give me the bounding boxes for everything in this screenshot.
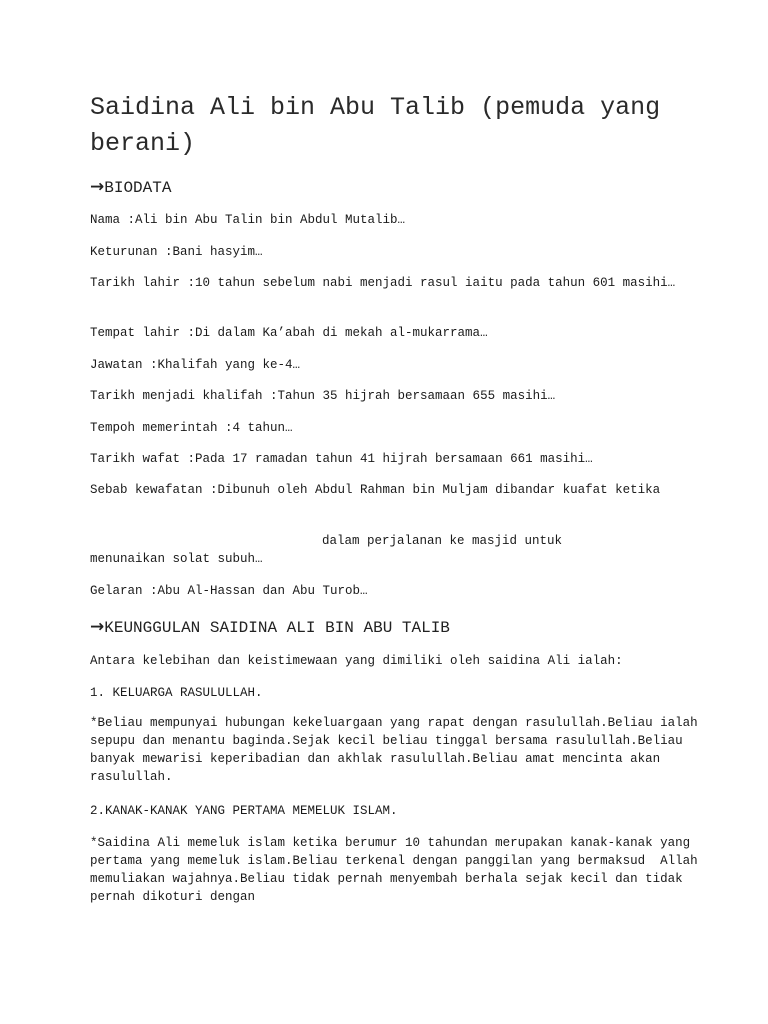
point2-body: *Saidina Ali memeluk islam ketika berumur 10 tahundan merupakan kanak-kanak yang pertama yang memeluk islam.Beliau terkenal dengan panggilan yang bermaksud Allah memuliakan wajahnya.Beliau tidak pernah menyembah berhala sejak kecil dan tidak pernah dikoturi dengan [90,836,706,904]
biodata-tempoh: Tempoh memerintah :4 tahun… [90,421,293,435]
biodata-jawatan: Jawatan :Khalifah yang ke-4… [90,358,301,372]
point1-body: *Beliau mempunyai hubungan kekeluargaan yang rapat dengan rasulullah.Beliau ialah sepupu dan menantu baginda.Sejak kecil beliau tinggal bersama rasulullah.Beliau banyak mewarisi keperibadian dan akhlak rasulullah.Beliau amat mencinta akan rasulullah. [90,716,706,784]
biodata-tarikh-wafat: Tarikh wafat :Pada 17 ramadan tahun 41 hijrah bersamaan 661 masihi… [90,452,593,466]
document-title: Saidina Ali bin Abu Talib (pemuda yang berani) [90,93,661,158]
biodata-tempat-lahir: Tempat lahir :Di dalam Ka’abah di mekah al-mukarrama… [90,326,488,340]
biodata-heading-text: BIODATA [104,179,172,197]
point1-title: 1. KELUARGA RASULULLAH. [90,686,263,700]
keunggulan-heading [90,617,450,638]
biodata-sebab-kewafatan-cont: dalam perjalanan ke masjid untuk [322,534,563,548]
biodata-gelaran: Gelaran :Abu Al-Hassan dan Abu Turob… [90,584,368,598]
biodata-tarikh-lahir: Tarikh lahir :10 tahun sebelum nabi menjadi rasul iaitu pada tahun 601 masihi… [90,276,676,290]
biodata-sebab-kewafatan-end: menunaikan solat subuh… [90,552,263,566]
keunggulan-heading-text: KEUNGGULAN SAIDINA ALI BIN ABU TALIB [104,619,450,637]
arrow-right-icon: → [90,617,105,637]
biodata-nama: Nama :Ali bin Abu Talin bin Abdul Mutalib… [90,213,406,227]
biodata-sebab-kewafatan: Sebab kewafatan :Dibunuh oleh Abdul Rahman bin Muljam dibandar kuafat ketika [90,483,661,497]
arrow-right-icon: → [90,177,105,197]
biodata-heading [90,177,171,198]
biodata-keturunan: Keturunan :Bani hasyim… [90,245,263,259]
point2-title: 2.KANAK-KANAK YANG PERTAMA MEMELUK ISLAM. [90,804,398,818]
keunggulan-intro: Antara kelebihan dan keistimewaan yang dimiliki oleh saidina Ali ialah: [90,654,623,668]
biodata-tarikh-khalifah: Tarikh menjadi khalifah :Tahun 35 hijrah bersamaan 655 masihi… [90,389,556,403]
